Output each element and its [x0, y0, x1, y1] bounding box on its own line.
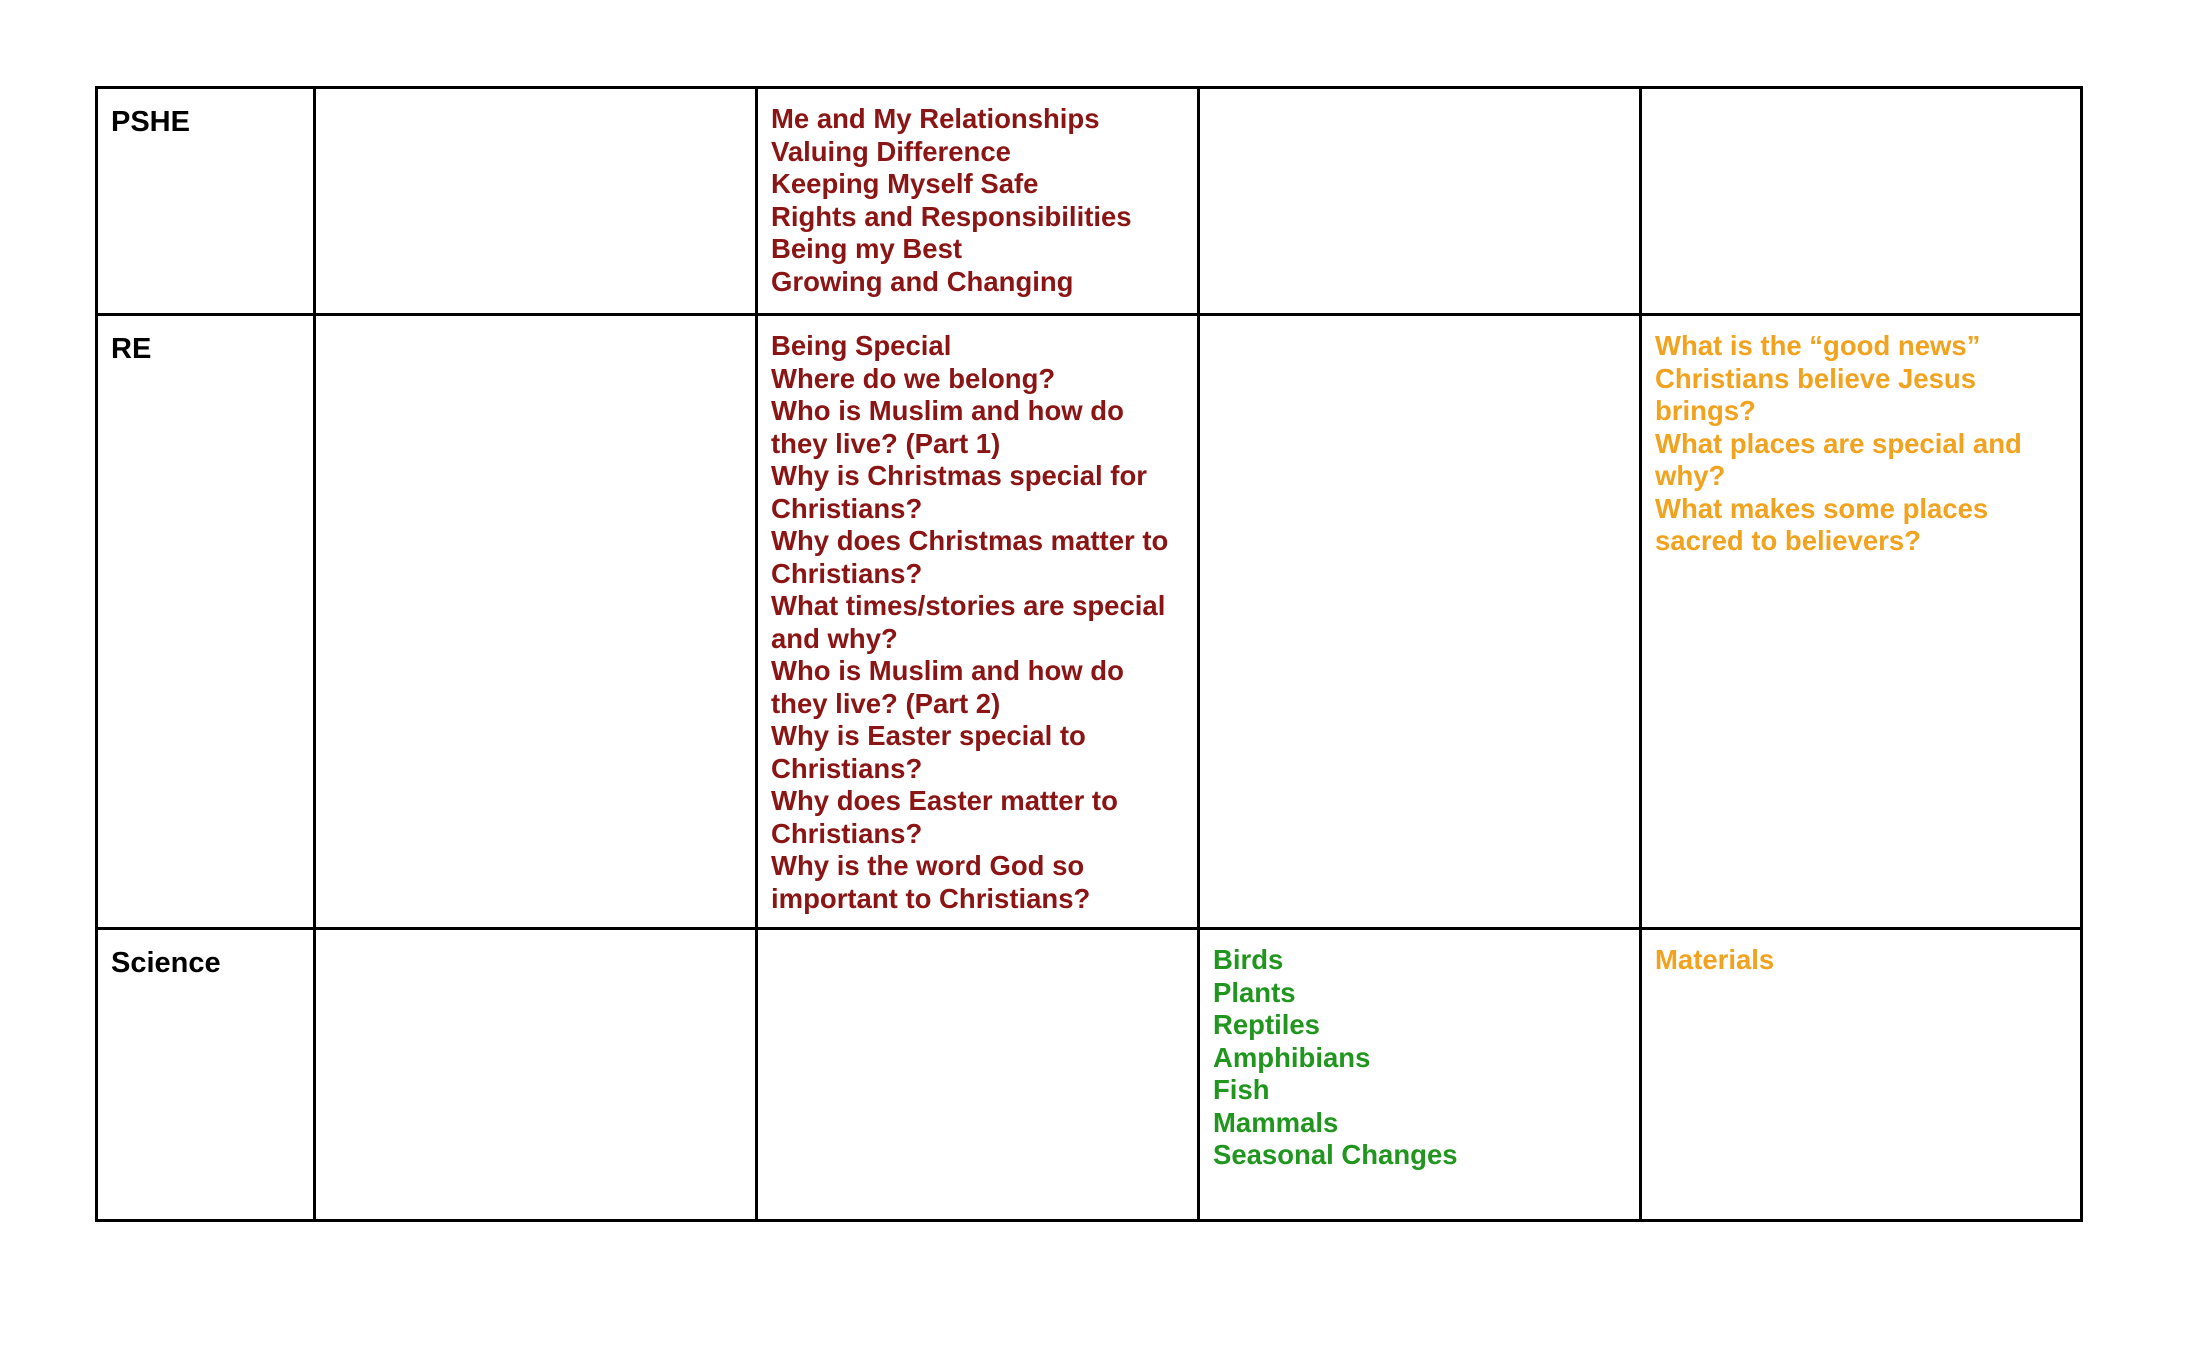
subject-cell — [97, 315, 315, 929]
topic-item: Why is Easter special to Christians? — [771, 720, 1086, 784]
topic-list — [771, 103, 1184, 298]
topics-cell — [1641, 929, 2082, 1221]
topic-item: Me and My Relationships — [771, 103, 1100, 134]
topic-item: Reptiles — [1213, 1009, 1320, 1040]
subject-label: Science — [111, 947, 221, 979]
topic-list — [1213, 944, 1626, 1172]
empty-cell — [1641, 88, 2082, 315]
empty-cell — [315, 88, 757, 315]
subject-label: RE — [111, 333, 152, 365]
empty-cell — [1199, 88, 1641, 315]
topic-item: Where do we belong? — [771, 362, 1056, 394]
topic-item: Amphibians — [1213, 1041, 1371, 1073]
topic-item: Fish — [1213, 1074, 1270, 1105]
topic-list — [771, 330, 1184, 915]
topic-item: Being Special — [771, 330, 952, 361]
topic-item: Plants — [1213, 976, 1296, 1008]
empty-cell — [315, 929, 757, 1221]
topic-item: Who is Muslim and how do they live? (Part 1) — [771, 395, 1124, 459]
topic-item: Rights and Responsibilities — [771, 200, 1132, 232]
topic-item: Why does Easter matter to Christians? — [771, 785, 1118, 849]
topic-item: Why is Christmas special for Christians? — [771, 460, 1147, 524]
subject-cell — [97, 929, 315, 1221]
subject-cell — [97, 88, 315, 315]
topic-item: What makes some places sacred to believers? — [1655, 492, 1989, 556]
topic-list — [1655, 944, 2067, 977]
topic-item: What times/stories are special and why? — [771, 590, 1166, 654]
empty-cell — [757, 929, 1199, 1221]
topics-cell — [757, 88, 1199, 315]
topic-item: What is the “good news” Christians believe Jesus brings? — [1655, 330, 1981, 426]
topic-item: What places are special and why? — [1655, 427, 2022, 491]
topic-item: Who is Muslim and how do they live? (Part 2) — [771, 655, 1124, 719]
topic-item: Materials — [1655, 944, 1775, 975]
topics-cell — [757, 315, 1199, 929]
topic-item: Growing and Changing — [771, 265, 1074, 297]
topic-item: Why does Christmas matter to Christians? — [771, 525, 1169, 589]
topic-item: Birds — [1213, 944, 1284, 975]
topic-item: Keeping Myself Safe — [771, 168, 1039, 199]
topics-cell — [1641, 315, 2082, 929]
table-row-re — [97, 315, 2082, 929]
table-row-science — [97, 929, 2082, 1221]
table-row-pshe — [97, 88, 2082, 315]
topic-item: Seasonal Changes — [1213, 1139, 1458, 1170]
topic-item: Why is the word God so important to Christians? — [771, 850, 1091, 914]
empty-cell — [315, 315, 757, 929]
topic-item: Valuing Difference — [771, 135, 1011, 167]
empty-cell — [1199, 315, 1641, 929]
subject-label: PSHE — [111, 106, 190, 138]
topics-cell — [1199, 929, 1641, 1221]
topic-list — [1655, 330, 2067, 558]
topic-item: Mammals — [1213, 1106, 1339, 1138]
topic-item: Being my Best — [771, 233, 963, 264]
curriculum-table — [95, 86, 2083, 1222]
